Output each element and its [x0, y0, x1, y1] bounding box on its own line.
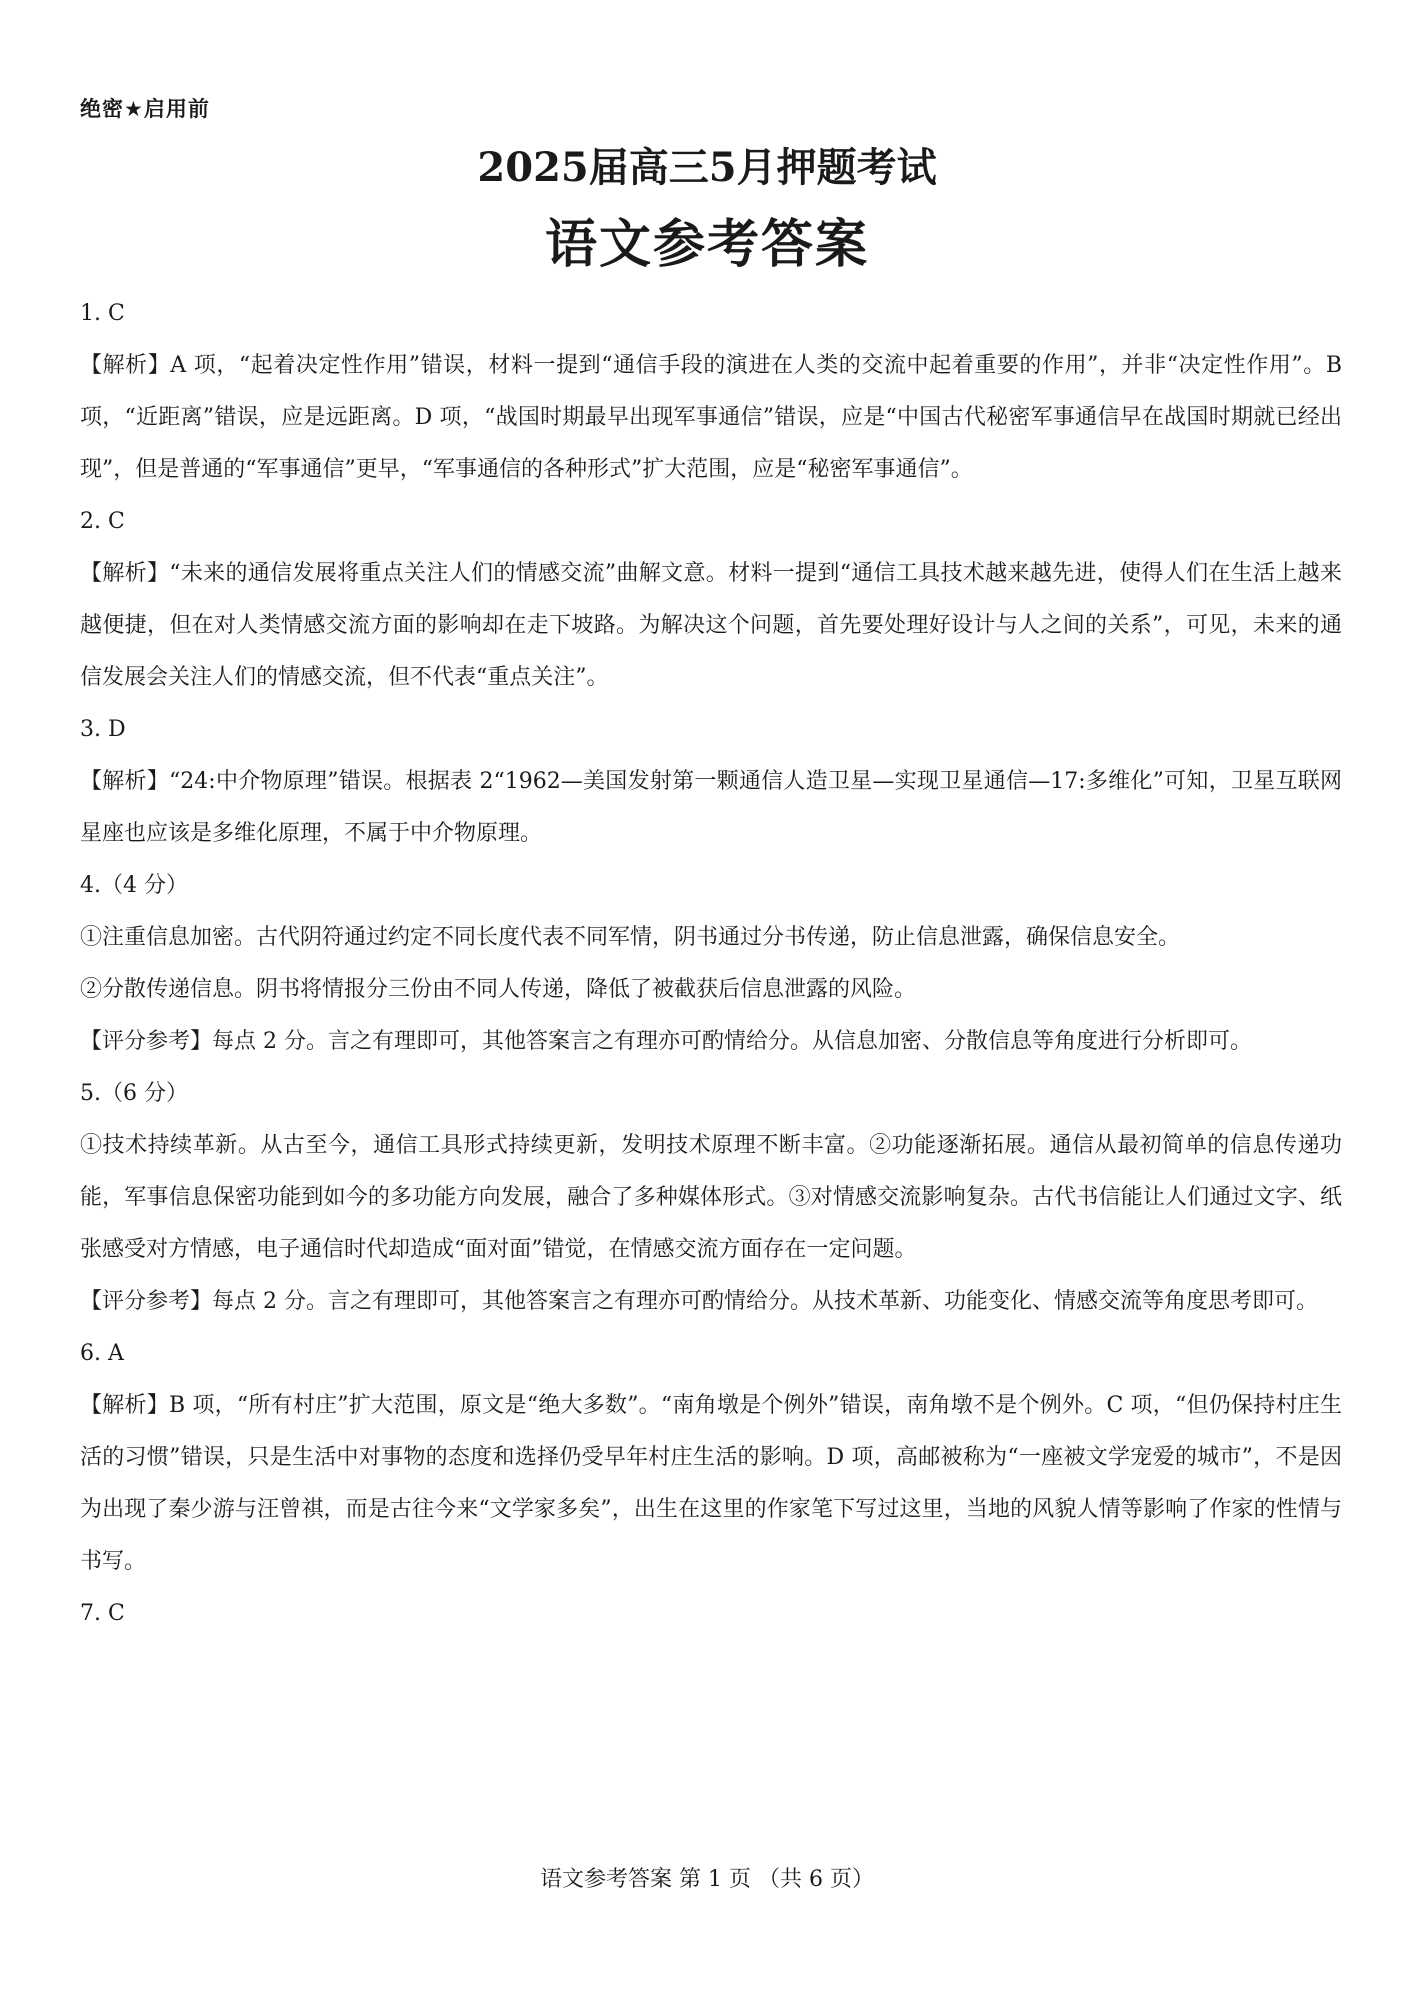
- scoring-q4: 【评分参考】每点 2 分。言之有理即可，其他答案言之有理亦可酌情给分。从信息加密、分散信息等角度进行分析即可。: [80, 1029, 1252, 1054]
- page-footer: 语文参考答案 第 1 页 （共 6 页）: [540, 1867, 874, 1892]
- answer-q4-point-2: ②分散传递信息。阴书将情报分三份由不同人传递，降低了被截获后信息泄露的风险。: [80, 977, 917, 1002]
- explanation-q6: 【解析】B 项，“所有村庄”扩大范围，原文是“绝大多数”。“南角墩是个例外”错误，南角墩不是个例外。C 项，“但仍保持村庄生活的习惯”错误，只是生活中对事物的态度和选择仍受早年村庄生活的影响。D 项，高邮被称为“一座被文学宠爱的城市”，不是因为出现了秦少游与汪曾祺，而是古往今来“文学家多矣”，出生在这里的作家笔下写过这里，当地的风貌人情等影响了作家的性情与书写。: [80, 1393, 1342, 1574]
- answer-q5: 5.（6 分）: [80, 1081, 188, 1106]
- scoring-q5: 【评分参考】每点 2 分。言之有理即可，其他答案言之有理亦可酌情给分。从技术革新、功能变化、情感交流等角度思考即可。: [80, 1289, 1318, 1314]
- answer-q2: 2. C: [80, 509, 125, 534]
- answer-q1: 1. C: [80, 301, 125, 326]
- answer-q3: 3. D: [80, 717, 126, 742]
- answer-q6: 6. A: [80, 1341, 124, 1366]
- answer-q4: 4.（4 分）: [80, 873, 188, 898]
- answer-q7: 7. C: [80, 1601, 125, 1626]
- answer-q5-points: ①技术持续革新。从古至今，通信工具形式持续更新，发明技术原理不断丰富。②功能逐渐拓展。通信从最初简单的信息传递功能，军事信息保密功能到如今的多功能方向发展，融合了多种媒体形式。③对情感交流影响复杂。古代书信能让人们通过文字、纸张感受对方情感，电子通信时代却造成“面对面”错觉，在情感交流方面存在一定问题。: [80, 1133, 1342, 1262]
- exam-title: 2025届高三5月押题考试: [477, 144, 937, 191]
- explanation-q3: 【解析】“24:中介物原理”错误。根据表 2“1962—美国发射第一颗通信人造卫星—实现卫星通信—17:多维化”可知，卫星互联网星座也应该是多维化原理，不属于中介物原理。: [80, 769, 1342, 846]
- confidential-label: 绝密★启用前: [80, 97, 210, 121]
- explanation-q1: 【解析】A 项，“起着决定性作用”错误，材料一提到“通信手段的演进在人类的交流中起着重要的作用”，并非“决定性作用”。B 项，“近距离”错误，应是远距离。D 项，“战国时期最早出现军事通信”错误，应是“中国古代秘密军事通信早在战国时期就已经出现”，但是普通的“军事通信”更早，“军事通信的各种形式”扩大范围，应是“秘密军事通信”。: [80, 353, 1342, 482]
- document-title: 语文参考答案: [544, 214, 869, 275]
- answer-content: [80, 288, 1342, 1640]
- answer-q4-point-1: ①注重信息加密。古代阴符通过约定不同长度代表不同军情，阴书通过分书传递，防止信息泄露，确保信息安全。: [80, 925, 1181, 950]
- explanation-q2: 【解析】“未来的通信发展将重点关注人们的情感交流”曲解文意。材料一提到“通信工具技术越来越先进，使得人们在生活上越来越便捷，但在对人类情感交流方面的影响却在走下坡路。为解决这个问题，首先要处理好设计与人之间的关系”，可见，未来的通信发展会关注人们的情感交流，但不代表“重点关注”。: [80, 561, 1342, 690]
